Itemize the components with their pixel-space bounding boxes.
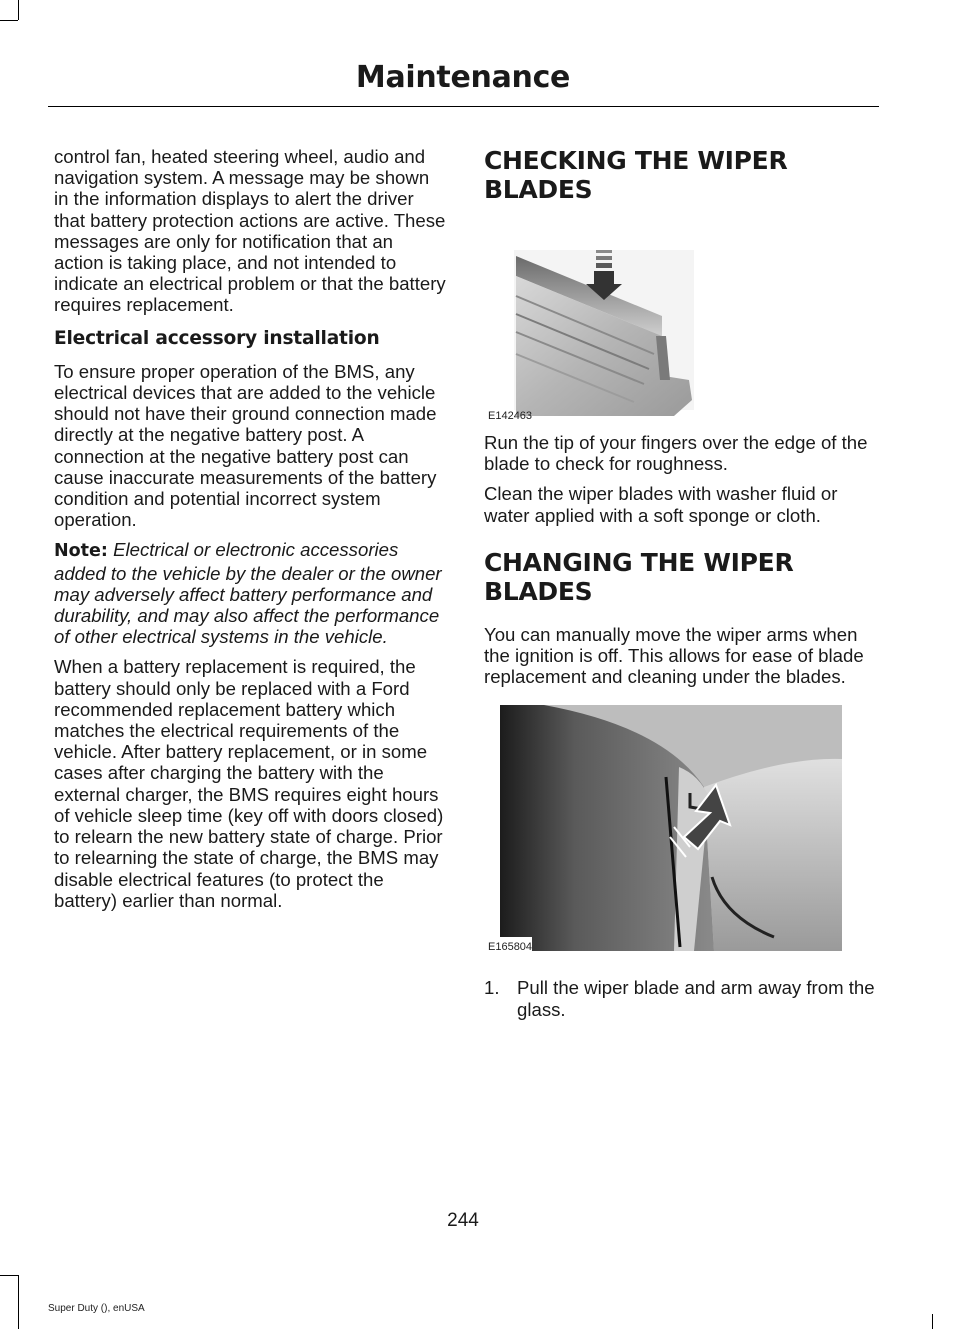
note-text: Electrical or electronic accessories added to the vehicle by the dealer or the owner may adversely affect battery performance and durability, and may also affect the performance of other electrical systems in the vehicle. bbox=[54, 539, 442, 648]
page-number: 244 bbox=[447, 1210, 479, 1231]
figure-code: E165804 bbox=[488, 937, 532, 958]
footer-text: Super Duty (), enUSA bbox=[48, 1303, 145, 1314]
intro-paragraph: control fan, heated steering wheel, audio and navigation system. A message may be shown in the information displays to alert the driver that battery protection actions are active. These messages are only for notification that an action is taking place, and not intended to indicate an electrical problem or that the battery requires replacement. bbox=[54, 146, 446, 316]
figure-code: E142463 bbox=[488, 410, 533, 422]
steps-list bbox=[484, 977, 876, 1019]
header-rule bbox=[48, 106, 879, 107]
right-column bbox=[484, 146, 876, 1020]
crop-mark bbox=[932, 1314, 933, 1329]
subheading-accessory-installation: Electrical accessory installation bbox=[54, 327, 380, 349]
step-number: 1. bbox=[484, 977, 500, 999]
bms-ground-paragraph: To ensure proper operation of the BMS, any electrical devices that are added to the vehicle should not have their ground connection made directly at the negative battery post. A connection at the negative battery post can cause inaccurate measurements of the battery condition and potential incorrect system operation. bbox=[54, 360, 437, 531]
page-title: Maintenance bbox=[355, 60, 571, 95]
wiper-arm-illustration bbox=[484, 697, 876, 959]
heading-changing-wiper-blades: CHANGING THE WIPER BLADES bbox=[484, 547, 794, 606]
crop-mark bbox=[0, 20, 18, 21]
step-text: Pull the wiper blade and arm away from the glass. bbox=[517, 977, 875, 1020]
note-label: Note: bbox=[54, 541, 108, 562]
crop-mark bbox=[18, 1275, 19, 1329]
heading-checking-wiper-blades: CHECKING THE WIPER BLADES bbox=[484, 146, 788, 204]
battery-replacement-paragraph: When a battery replacement is required, the battery should only be replaced with a Ford recommended replacement battery which matches the electrical requirements of the vehicle. After battery replacement, or in some cases after charging the battery with the external charger, the BMS requires eight hours of vehicle sleep time (key off with doors closed) to relearn the new battery state of charge. Prior to relearning the state of charge, the BMS may disable electrical features (to protect the battery) earlier than normal. bbox=[54, 656, 444, 911]
wiper-blade-figure bbox=[484, 204, 876, 422]
step-item bbox=[484, 977, 876, 1019]
manual-move-paragraph: You can manually move the wiper arms when the ignition is off. This allows for ease of blade replacement and cleaning under the blades. bbox=[484, 623, 864, 688]
wiper-arm-figure bbox=[484, 697, 876, 959]
crop-mark bbox=[0, 1275, 18, 1276]
check-roughness-paragraph: Run the tip of your fingers over the edge of the blade to check for roughness. bbox=[484, 432, 868, 475]
crop-mark bbox=[18, 0, 19, 20]
clean-blades-paragraph: Clean the wiper blades with washer fluid or water applied with a soft sponge or cloth. bbox=[484, 483, 838, 526]
note bbox=[54, 539, 446, 647]
wiper-blade-illustration bbox=[484, 204, 876, 422]
left-column bbox=[54, 146, 446, 920]
